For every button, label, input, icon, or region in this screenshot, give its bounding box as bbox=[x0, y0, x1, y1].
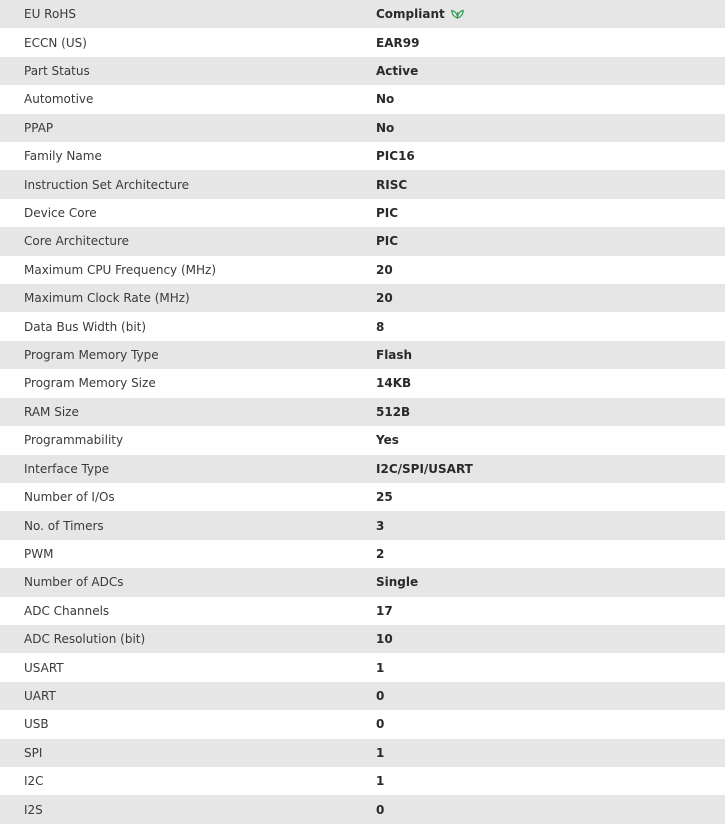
spec-value: EAR99 bbox=[376, 35, 420, 50]
spec-label: I2C bbox=[24, 774, 44, 789]
spec-value: 0 bbox=[376, 717, 385, 732]
spec-value: 1 bbox=[376, 774, 385, 789]
spec-value: 1 bbox=[376, 745, 385, 760]
table-row bbox=[0, 256, 725, 284]
table-row bbox=[0, 85, 725, 113]
spec-value: 8 bbox=[376, 319, 385, 334]
spec-label: Program Memory Size bbox=[24, 376, 156, 391]
spec-value: PIC bbox=[376, 234, 399, 249]
spec-label: Maximum CPU Frequency (MHz) bbox=[24, 262, 216, 277]
spec-label: USART bbox=[24, 660, 64, 675]
spec-value: 512B bbox=[376, 404, 411, 419]
leaf-icon bbox=[451, 8, 464, 19]
spec-label: Family Name bbox=[24, 149, 102, 164]
spec-label: I2S bbox=[24, 802, 43, 817]
table-row bbox=[0, 426, 725, 454]
spec-value: 25 bbox=[376, 490, 393, 505]
spec-label: ADC Channels bbox=[24, 603, 110, 618]
spec-label: ECCN (US) bbox=[24, 35, 87, 50]
spec-label: Part Status bbox=[24, 64, 90, 79]
spec-value: Single bbox=[376, 575, 419, 590]
spec-value: 0 bbox=[376, 688, 385, 703]
spec-label: Device Core bbox=[24, 206, 97, 221]
spec-label: UART bbox=[24, 688, 56, 703]
table-row bbox=[0, 597, 725, 625]
spec-label: Maximum Clock Rate (MHz) bbox=[24, 291, 190, 306]
table-row bbox=[0, 540, 725, 568]
table-row bbox=[0, 710, 725, 738]
spec-label: PWM bbox=[24, 546, 54, 561]
spec-label: Automotive bbox=[24, 92, 94, 107]
table-row bbox=[0, 341, 725, 369]
table-row bbox=[0, 199, 725, 227]
spec-label: Number of ADCs bbox=[24, 575, 124, 590]
table-row bbox=[0, 653, 725, 681]
spec-value: 10 bbox=[376, 632, 393, 647]
table-row bbox=[0, 568, 725, 596]
table-row bbox=[0, 369, 725, 397]
spec-value: No bbox=[376, 92, 395, 107]
table-row bbox=[0, 227, 725, 255]
spec-value: No bbox=[376, 120, 395, 135]
table-row bbox=[0, 398, 725, 426]
table-row bbox=[0, 767, 725, 795]
spec-label: Number of I/Os bbox=[24, 490, 115, 505]
spec-value: Active bbox=[376, 64, 419, 79]
table-row bbox=[0, 114, 725, 142]
table-row bbox=[0, 795, 725, 823]
spec-label: USB bbox=[24, 717, 49, 732]
spec-value: PIC bbox=[376, 206, 399, 221]
table-row bbox=[0, 483, 725, 511]
spec-label: EU RoHS bbox=[24, 7, 76, 22]
table-row bbox=[0, 57, 725, 85]
spec-label: Program Memory Type bbox=[24, 348, 159, 363]
table-row bbox=[0, 682, 725, 710]
table-row bbox=[0, 142, 725, 170]
spec-label: Data Bus Width (bit) bbox=[24, 319, 147, 334]
table-row bbox=[0, 284, 725, 312]
spec-value: 0 bbox=[376, 802, 385, 817]
spec-value: 1 bbox=[376, 660, 385, 675]
table-row bbox=[0, 455, 725, 483]
spec-value: PIC16 bbox=[376, 149, 415, 164]
table-row bbox=[0, 170, 725, 198]
spec-label: Instruction Set Architecture bbox=[24, 177, 190, 192]
table-row bbox=[0, 0, 725, 28]
spec-value-cell bbox=[376, 0, 725, 28]
spec-label: Interface Type bbox=[24, 461, 110, 476]
spec-label: SPI bbox=[24, 745, 43, 760]
spec-label: PPAP bbox=[24, 120, 54, 135]
spec-value: 2 bbox=[376, 546, 385, 561]
spec-label: No. of Timers bbox=[24, 518, 104, 533]
table-row bbox=[0, 625, 725, 653]
spec-label: RAM Size bbox=[24, 404, 79, 419]
spec-value: 20 bbox=[376, 291, 393, 306]
table-row bbox=[0, 739, 725, 767]
spec-value: 17 bbox=[376, 603, 393, 618]
spec-label: ADC Resolution (bit) bbox=[24, 632, 146, 647]
spec-value: Flash bbox=[376, 348, 413, 363]
spec-value: 20 bbox=[376, 262, 393, 277]
spec-value: 14KB bbox=[376, 376, 412, 391]
table-row bbox=[0, 312, 725, 340]
spec-value: I2C/SPI/USART bbox=[376, 461, 473, 476]
table-row bbox=[0, 511, 725, 539]
spec-label: Core Architecture bbox=[24, 234, 130, 249]
spec-label: Programmability bbox=[24, 433, 124, 448]
spec-value: 3 bbox=[376, 518, 385, 533]
spec-value: Yes bbox=[376, 433, 399, 448]
spec-value: RISC bbox=[376, 177, 408, 192]
spec-value: Compliant bbox=[376, 7, 445, 22]
table-row bbox=[0, 28, 725, 56]
